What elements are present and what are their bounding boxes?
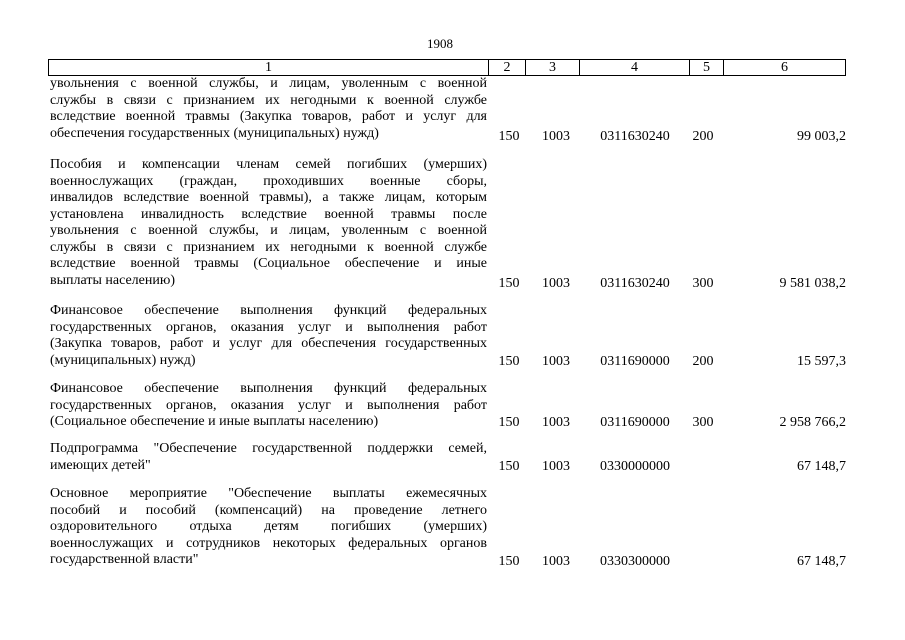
cell-section-code: 1003 xyxy=(542,554,570,569)
column-header-5: 5 xyxy=(690,60,724,75)
row-text-line: Подпрограмма "Обеспечение государственной поддержки семей, xyxy=(50,441,487,456)
cell-target-code: 0330300000 xyxy=(600,554,670,569)
cell-expense-type xyxy=(688,553,718,570)
column-header-2: 2 xyxy=(489,60,526,75)
cell-expense-type xyxy=(688,458,718,475)
row-text-line: службы в связи с признанием их негодными к военной службе xyxy=(50,92,487,108)
row-text-line: Финансовое обеспечение выполнения функций федеральных xyxy=(50,303,487,318)
cell-ministry-code: 150 xyxy=(498,415,520,430)
cell-target-code: 0311630240 xyxy=(600,276,670,291)
cell-ministry-code: 150 xyxy=(498,554,520,569)
row-text-line: увольнения с военной службы, и лицам, уволенным с военной xyxy=(50,223,487,238)
cell-amount: 2 958 766,2 xyxy=(779,415,846,430)
column-header-row xyxy=(48,59,846,76)
row-text-line: государственных органов, оказания услуг и выполнения работ xyxy=(50,397,487,413)
cell-amount: 9 581 038,2 xyxy=(779,276,846,291)
cell-section-code: 1003 xyxy=(542,459,570,474)
row-description xyxy=(50,441,487,474)
cell-ministry-code: 150 xyxy=(498,354,520,369)
row-description xyxy=(50,381,487,431)
row-text-line: вследствие военной травмы (Закупка товаров, работ и услуг для xyxy=(50,109,487,124)
column-header-1: 1 xyxy=(49,60,489,75)
cell-section-code: 1003 xyxy=(542,129,570,144)
row-text-line: Финансовое обеспечение выполнения функций федеральных xyxy=(50,381,487,396)
cell-amount: 67 148,7 xyxy=(797,459,846,474)
cell-amount: 15 597,3 xyxy=(797,354,846,369)
column-header-3: 3 xyxy=(526,60,580,75)
cell-ministry-code: 150 xyxy=(498,129,520,144)
row-text-line: пособий и пособий (компенсаций) на проведение летнего xyxy=(50,502,487,518)
row-text-line: увольнения с военной службы, и лицам, уволенным с военной xyxy=(50,76,487,91)
row-text-line: государственной власти" xyxy=(50,552,199,567)
cell-target-code: 0311690000 xyxy=(600,415,670,430)
row-text-line: военнослужащих и сотрудников некоторых федеральных органов xyxy=(50,535,487,551)
row-description xyxy=(50,303,487,369)
row-description xyxy=(50,76,487,142)
row-description xyxy=(50,157,487,289)
row-text-line: инвалидов вследствие военной травмы), а также лицам, которым xyxy=(50,190,487,205)
row-text-line: военнослужащих (граждан, проходивших военные сборы, xyxy=(50,173,487,189)
cell-section-code: 1003 xyxy=(542,415,570,430)
cell-section-code: 1003 xyxy=(542,276,570,291)
cell-section-code: 1003 xyxy=(542,354,570,369)
cell-target-code: 0311630240 xyxy=(600,129,670,144)
cell-expense-type: 300 xyxy=(692,276,714,291)
cell-target-code: 0330000000 xyxy=(600,459,670,474)
row-text-line: установлена инвалидность вследствие военной травмы после xyxy=(50,206,487,222)
row-text-line: Основное мероприятие "Обеспечение выплаты ежемесячных xyxy=(50,486,487,501)
column-header-4: 4 xyxy=(580,60,690,75)
cell-ministry-code: 150 xyxy=(498,276,520,291)
row-text-line: имеющих детей" xyxy=(50,457,151,473)
cell-target-code: 0311690000 xyxy=(600,354,670,369)
cell-amount: 67 148,7 xyxy=(797,554,846,569)
column-header-6: 6 xyxy=(781,60,788,75)
row-text-line: Пособия и компенсации членам семей погибших (умерших) xyxy=(50,157,487,172)
cell-ministry-code: 150 xyxy=(498,459,520,474)
row-text-line: (муниципальных) нужд) xyxy=(50,352,196,368)
row-text-line: (Социальное обеспечение и иные выплаты населению) xyxy=(50,414,379,429)
row-text-line: выплаты населению) xyxy=(50,272,175,288)
row-description xyxy=(50,486,487,569)
row-text-line: оздоровительного отдыха детям погибших (умерших) xyxy=(50,519,487,534)
page-number: 1908 xyxy=(427,36,453,51)
row-text-line: вследствие военной травмы (Социальное обеспечение и иные xyxy=(50,256,487,271)
cell-expense-type: 200 xyxy=(692,129,714,144)
cell-amount: 99 003,2 xyxy=(797,129,846,144)
row-text-line: обеспечения государственных (муниципальных) нужд) xyxy=(50,125,379,141)
cell-expense-type: 200 xyxy=(692,354,714,369)
row-text-line: государственных органов, оказания услуг и выполнения работ xyxy=(50,319,487,335)
cell-expense-type: 300 xyxy=(692,415,714,430)
row-text-line: (Закупка товаров, работ и услуг для обеспечения государственных xyxy=(50,336,487,351)
row-text-line: службы в связи с признанием их негодными к военной службе xyxy=(50,239,487,255)
